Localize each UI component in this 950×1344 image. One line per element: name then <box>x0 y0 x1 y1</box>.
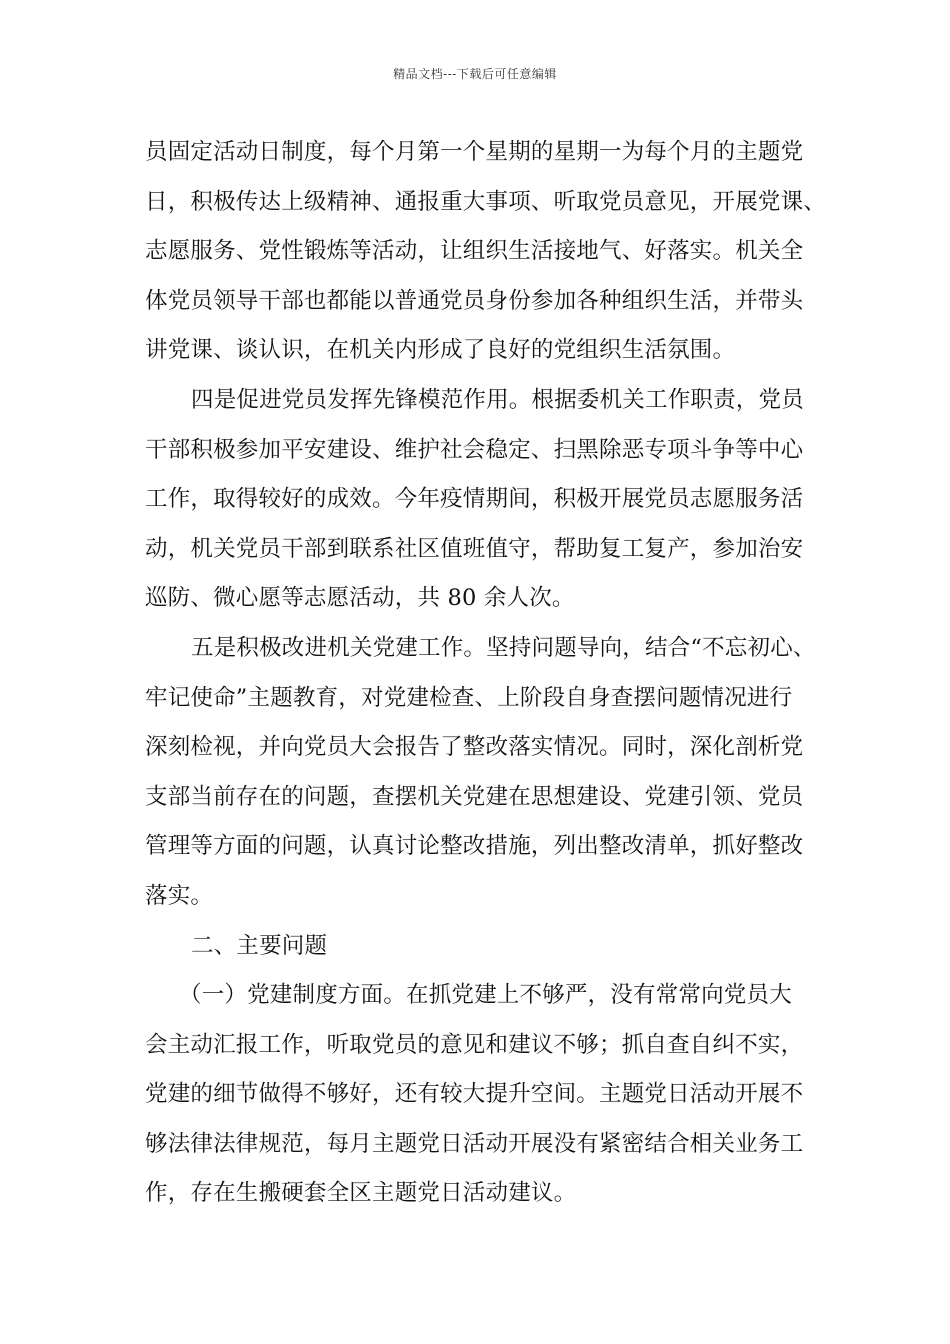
paragraph-start-line: 四是促进党员发挥先锋模范作用。根据委机关工作职责，党员 <box>191 386 804 413</box>
text-line: 体党员领导干部也都能以普通党员身份参加各种组织生活，并带头 <box>145 287 804 314</box>
section-heading: 二、主要问题 <box>191 932 328 959</box>
text-line: 动，机关党员干部到联系社区值班值守，帮助复工复产，参加治安 <box>145 535 804 562</box>
text-line: 员固定活动日制度，每个月第一个星期的星期一为每个月的主题党 <box>145 139 804 165</box>
paragraph-start-line: 五是积极改进机关党建工作。坚持问题导向，结合“不忘初心、 <box>191 634 816 661</box>
text-line: 牢记使命”主题教育，对党建检查、上阶段自身查摆问题情况进行 <box>145 684 793 711</box>
text-line: 作，存在生搬硬套全区主题党日活动建议。 <box>145 1180 577 1207</box>
text-line: 会主动汇报工作，听取党员的意见和建议不够；抓自查自纠不实， <box>145 1031 804 1058</box>
text-line: 工作，取得较好的成效。今年疫情期间，积极开展党员志愿服务活 <box>145 486 804 513</box>
text-line: 党建的细节做得不够好，还有较大提升空间。主题党日活动开展不 <box>145 1081 804 1108</box>
page-header: 精品文档---下载后可任意编辑 <box>393 67 557 81</box>
text-line: 支部当前存在的问题，查摆机关党建在思想建设、党建引领、党员 <box>145 783 804 810</box>
text-line: 管理等方面的问题，认真讨论整改措施，列出整改清单，抓好整改 <box>145 833 804 860</box>
text-line: 干部积极参加平安建设、维护社会稳定、扫黑除恶专项斗争等中心 <box>145 436 804 463</box>
text-line: 讲党课、谈认识，在机关内形成了良好的党组织生活氛围。 <box>145 337 736 364</box>
text-line: 够法律法律规范，每月主题党日活动开展没有紧密结合相关业务工 <box>145 1130 804 1157</box>
text-line: 日，积极传达上级精神、通报重大事项、听取党员意见，开展党课、 <box>145 188 827 215</box>
paragraph-start-line: （一）党建制度方面。在抓党建上不够严，没有常常向党员大 <box>179 982 792 1009</box>
document-body <box>145 128 845 1219</box>
text-line: 志愿服务、党性锻炼等活动，让组织生活接地气、好落实。机关全 <box>145 238 804 265</box>
text-line: 巡防、微心愿等志愿活动，共 80 余人次。 <box>145 585 575 612</box>
text-line: 落实。 <box>145 882 214 909</box>
text-line: 深刻检视，并向党员大会报告了整改落实情况。同时，深化剖析党 <box>145 734 804 761</box>
